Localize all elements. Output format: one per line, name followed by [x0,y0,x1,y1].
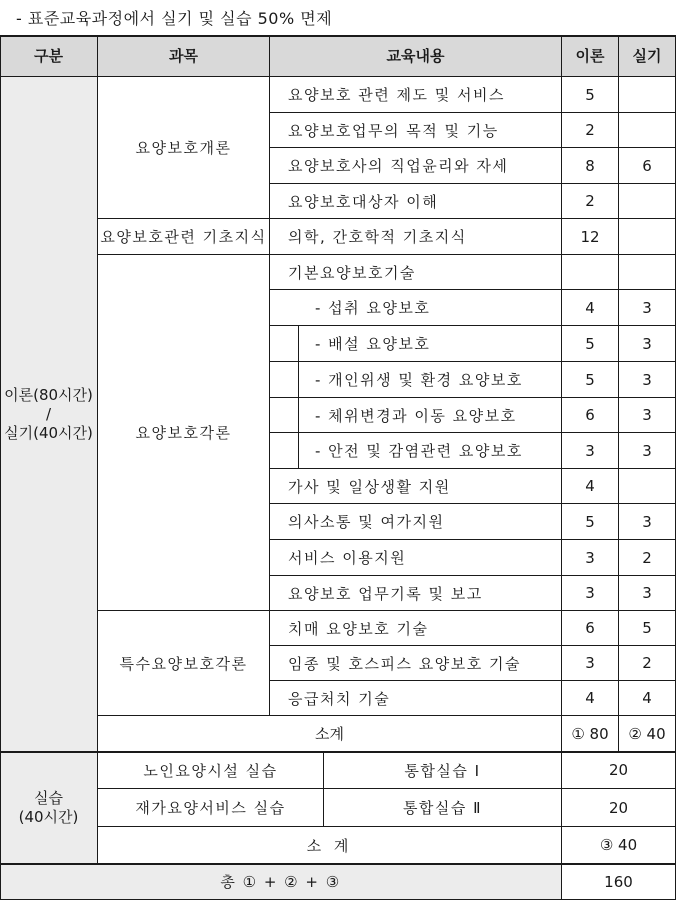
practicum-top-rule [0,751,676,753]
content-row-9: - 개인위생 및 환경 요양보호 [270,362,562,398]
content-row-13: 의사소통 및 여가지원 [270,504,562,540]
content-row-10: - 체위변경과 이동 요양보호 [270,398,562,433]
exemption-note: - 표준교육과정에서 실기 및 실습 50% 면제 [16,9,333,28]
subject-care-intro: 요양보호개론 [98,77,270,219]
content-row-4: 요양보호대상자 이해 [270,184,562,219]
content-row-8: - 배설 요양보호 [270,326,562,362]
header-content: 교육내용 [270,35,562,77]
subtotal1-label: 소계 [98,716,562,752]
theory-row-18: 4 [562,681,619,716]
theory-row-10: 6 [562,398,619,433]
section1-line-1: 이론(80시간) [4,385,93,404]
practice-row-15: 3 [619,576,676,611]
theory-row-17: 3 [562,646,619,681]
content-row-16: 치매 요양보호 기술 [270,611,562,646]
section2-line-2: (40시간) [18,807,79,826]
content-row-7: - 섭취 요양보호 [270,290,562,326]
curriculum-table [0,35,676,900]
practicum-place-2: 재가요양서비스 실습 [98,789,324,827]
header-subject: 과목 [98,35,270,77]
practice-row-7: 3 [619,290,676,326]
theory-row-1: 5 [562,77,619,113]
practice-row-6 [619,255,676,290]
practice-row-12 [619,469,676,504]
section2-line-1: 실습 [34,788,63,807]
content-row-6: 기본요양보호기술 [270,255,562,290]
section1-line-2: / [45,404,52,423]
theory-row-11: 3 [562,433,619,469]
practice-row-3: 6 [619,148,676,184]
subject-care-specifics: 요양보호각론 [98,255,270,611]
practice-row-1 [619,77,676,113]
practicum-type-1: 통합실습 Ⅰ [324,752,562,789]
subject-special-care: 특수요양보호각론 [98,611,270,716]
practice-row-17: 2 [619,646,676,681]
practice-row-2 [619,113,676,148]
subject-basic-knowledge: 요양보호관련 기초지식 [98,219,270,255]
total-hours: 160 [562,864,676,900]
practice-row-16: 5 [619,611,676,646]
content-row-15: 요양보호 업무기록 및 보고 [270,576,562,611]
content-row-17: 임종 및 호스피스 요양보호 기술 [270,646,562,681]
content-row-1: 요양보호 관련 제도 및 서비스 [270,77,562,113]
subtotal2-label: 소 계 [98,827,562,864]
header-practice: 실기 [619,35,676,77]
content-row-2: 요양보호업무의 목적 및 기능 [270,113,562,148]
header-theory: 이론 [562,35,619,77]
theory-row-16: 6 [562,611,619,646]
theory-row-9: 5 [562,362,619,398]
theory-row-8: 5 [562,326,619,362]
header-category: 구분 [0,35,98,77]
subtotal1-practice: ② 40 [619,716,676,752]
theory-row-4: 2 [562,184,619,219]
theory-row-13: 5 [562,504,619,540]
content-row-18: 응급처치 기술 [270,681,562,716]
practice-row-8: 3 [619,326,676,362]
total-label: 총 ① + ② + ③ [0,864,562,900]
theory-row-2: 2 [562,113,619,148]
practicum-type-2: 통합실습 Ⅱ [324,789,562,827]
theory-row-6 [562,255,619,290]
theory-row-5: 12 [562,219,619,255]
theory-row-15: 3 [562,576,619,611]
practicum-hours-2: 20 [562,789,676,827]
content-row-11: - 안전 및 감염관련 요양보호 [270,433,562,469]
practice-row-14: 2 [619,540,676,576]
theory-row-12: 4 [562,469,619,504]
content-row-3: 요양보호사의 직업윤리와 자세 [270,148,562,184]
section-practicum-label [0,752,98,864]
content-row-12: 가사 및 일상생활 지원 [270,469,562,504]
practice-row-10: 3 [619,398,676,433]
practicum-hours-1: 20 [562,752,676,789]
table-top-rule [0,35,676,37]
practice-row-18: 4 [619,681,676,716]
total-top-rule [0,863,676,865]
subtotal2-hours: ③ 40 [562,827,676,864]
content-row-5: 의학, 간호학적 기초지식 [270,219,562,255]
practice-row-11: 3 [619,433,676,469]
theory-row-3: 8 [562,148,619,184]
practice-row-5 [619,219,676,255]
theory-row-14: 3 [562,540,619,576]
practice-row-4 [619,184,676,219]
practicum-place-1: 노인요양시설 실습 [98,752,324,789]
sub-item-divider [298,326,299,469]
section-theory-practice-label [0,77,98,752]
practice-row-13: 3 [619,504,676,540]
section1-line-3: 실기(40시간) [4,423,93,442]
content-row-14: 서비스 이용지원 [270,540,562,576]
theory-row-7: 4 [562,290,619,326]
subtotal1-theory: ① 80 [562,716,619,752]
practice-row-9: 3 [619,362,676,398]
